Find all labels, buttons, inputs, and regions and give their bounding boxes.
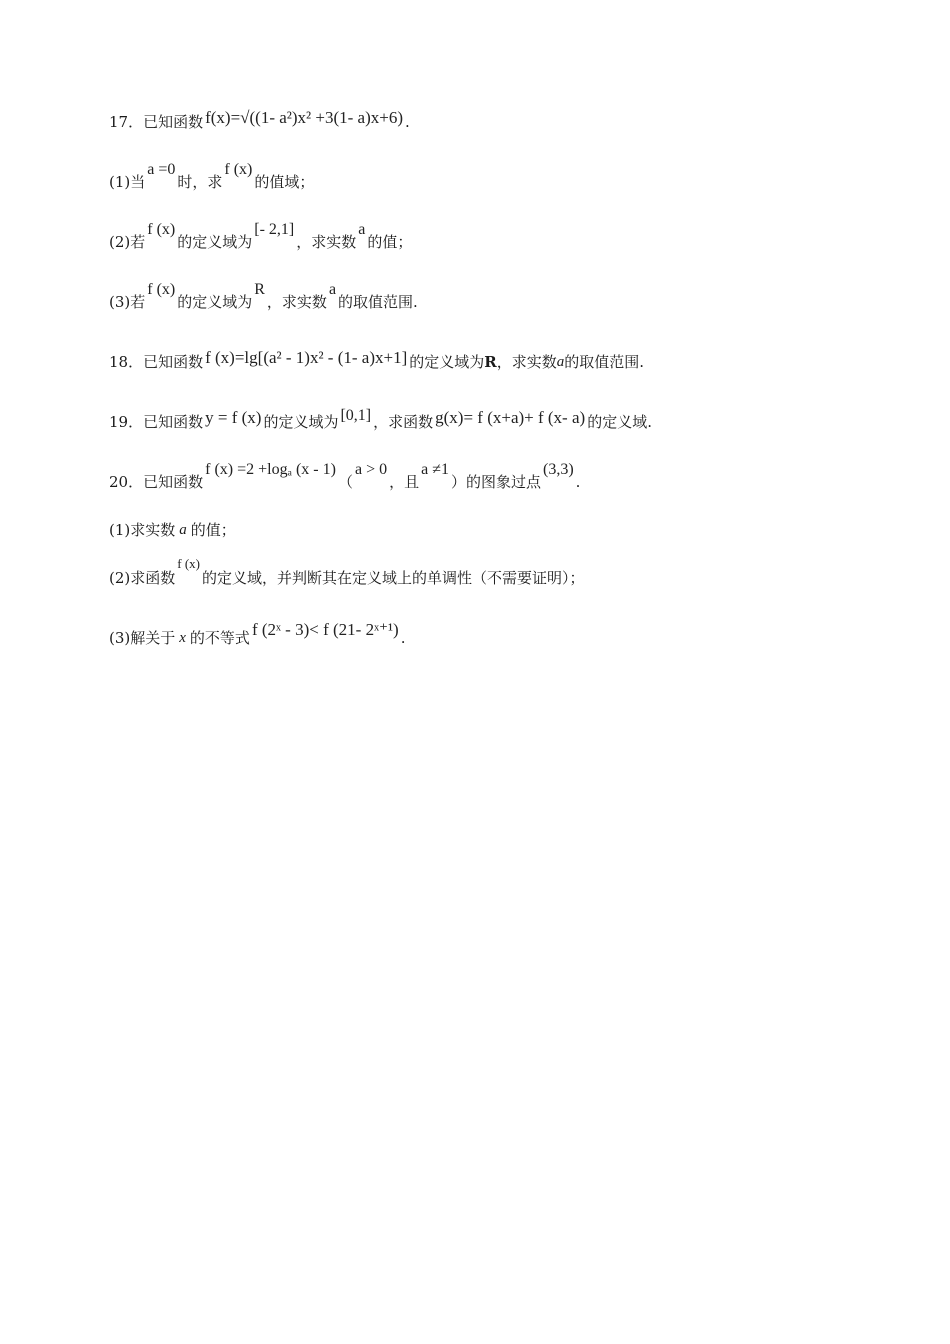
problem-intro: 已知函数 [143,413,204,431]
formula-f-lg: f (x)=lg[(a² - 1)x² - (1- a)x+1] [205,348,408,367]
real-set-symbol: R [484,353,497,371]
part-label: (2)求函数 [109,569,176,587]
formula-f-sqrt: f(x)=√((1- a²)x² +3(1- a)x+6) [205,108,404,127]
part-label: (3)若 [109,293,146,311]
stem-text: ，求函数 [373,413,434,431]
math-inline: R [254,281,265,298]
variable-a: a [556,354,565,370]
stem-text: 的定义域为 [409,353,485,371]
math-inline: f (x) [224,161,253,178]
problem-17-part-3 [109,281,418,312]
problem-17-part-2 [109,221,413,252]
inequality: f (2ˣ - 3)< f (21- 2ˣ⁺¹) [251,620,399,639]
formula-y-f: y = f (x) [205,408,262,427]
problem-number: 18． [109,353,144,371]
problem-intro: 已知函数 [143,473,204,491]
math-inline: [- 2,1] [254,221,295,238]
part-label: (1)求实数 [109,521,176,539]
part-text: 的值域； [254,173,315,191]
part-text: 的取值范围. [338,293,418,311]
stem-text: 的定义域. [587,413,652,431]
part-text: 的不等式 [189,629,250,647]
period: . [575,473,581,491]
math-inline: a [358,221,366,238]
math-inline: f (x) [147,281,176,298]
paren: （ [337,473,353,491]
stem-text: 的定义域为 [263,413,339,431]
part-label: (2)若 [109,233,146,251]
problem-intro: 已知函数 [143,353,204,371]
problem-17-stem [109,108,410,132]
problem-20-part-3 [109,620,406,648]
condition-a-positive: a > 0 [354,461,388,478]
math-inline: a =0 [147,161,176,178]
math-inline: f (x) [147,221,176,238]
stem-text: 的取值范围. [564,353,645,371]
part-text: 的值； [367,233,413,251]
part-text: ，求实数 [296,233,357,251]
math-inline: a [328,281,337,298]
part-text: 的定义域为 [177,233,253,251]
part-label: (1)当 [109,173,146,191]
point: (3,3) [543,461,574,478]
stem-text: ，求实数 [496,353,557,371]
condition-a-not-1: a ≠1 [421,461,449,478]
problem-20-part-2 [109,556,585,588]
formula-g: g(x)= f (x+a)+ f (x- a) [435,408,586,427]
problem-number: 19． [109,413,144,431]
interval: [0,1] [340,407,372,424]
part-text: 的定义域，并判断其在定义域上的单调性（不需要证明）； [202,569,585,587]
stem-text: ）的图象过点 [451,473,542,491]
formula-f-log: f (x) =2 +logₐ (x - 1) [205,461,336,478]
problem-number: 17． [109,113,144,131]
part-text: 的定义域为 [177,293,253,311]
problem-17-part-1 [109,161,315,192]
variable-a: a [179,522,187,538]
problem-intro: 已知函数 [143,113,204,131]
problem-number: 20． [109,473,144,491]
problem-20-part-1 [109,520,236,540]
problem-18-stem [109,348,645,372]
stem-text: ，且 [389,473,420,491]
problem-19-stem [109,407,652,432]
part-text: 时，求 [177,173,223,191]
variable-x: x [179,630,186,646]
part-label: (3)解关于 [109,629,176,647]
period: . [405,113,410,131]
part-text: ，求实数 [266,293,327,311]
part-text: 的值； [190,521,236,539]
problem-20-stem [109,461,581,492]
math-inline: f (x) [177,556,200,571]
period: . [400,629,406,647]
